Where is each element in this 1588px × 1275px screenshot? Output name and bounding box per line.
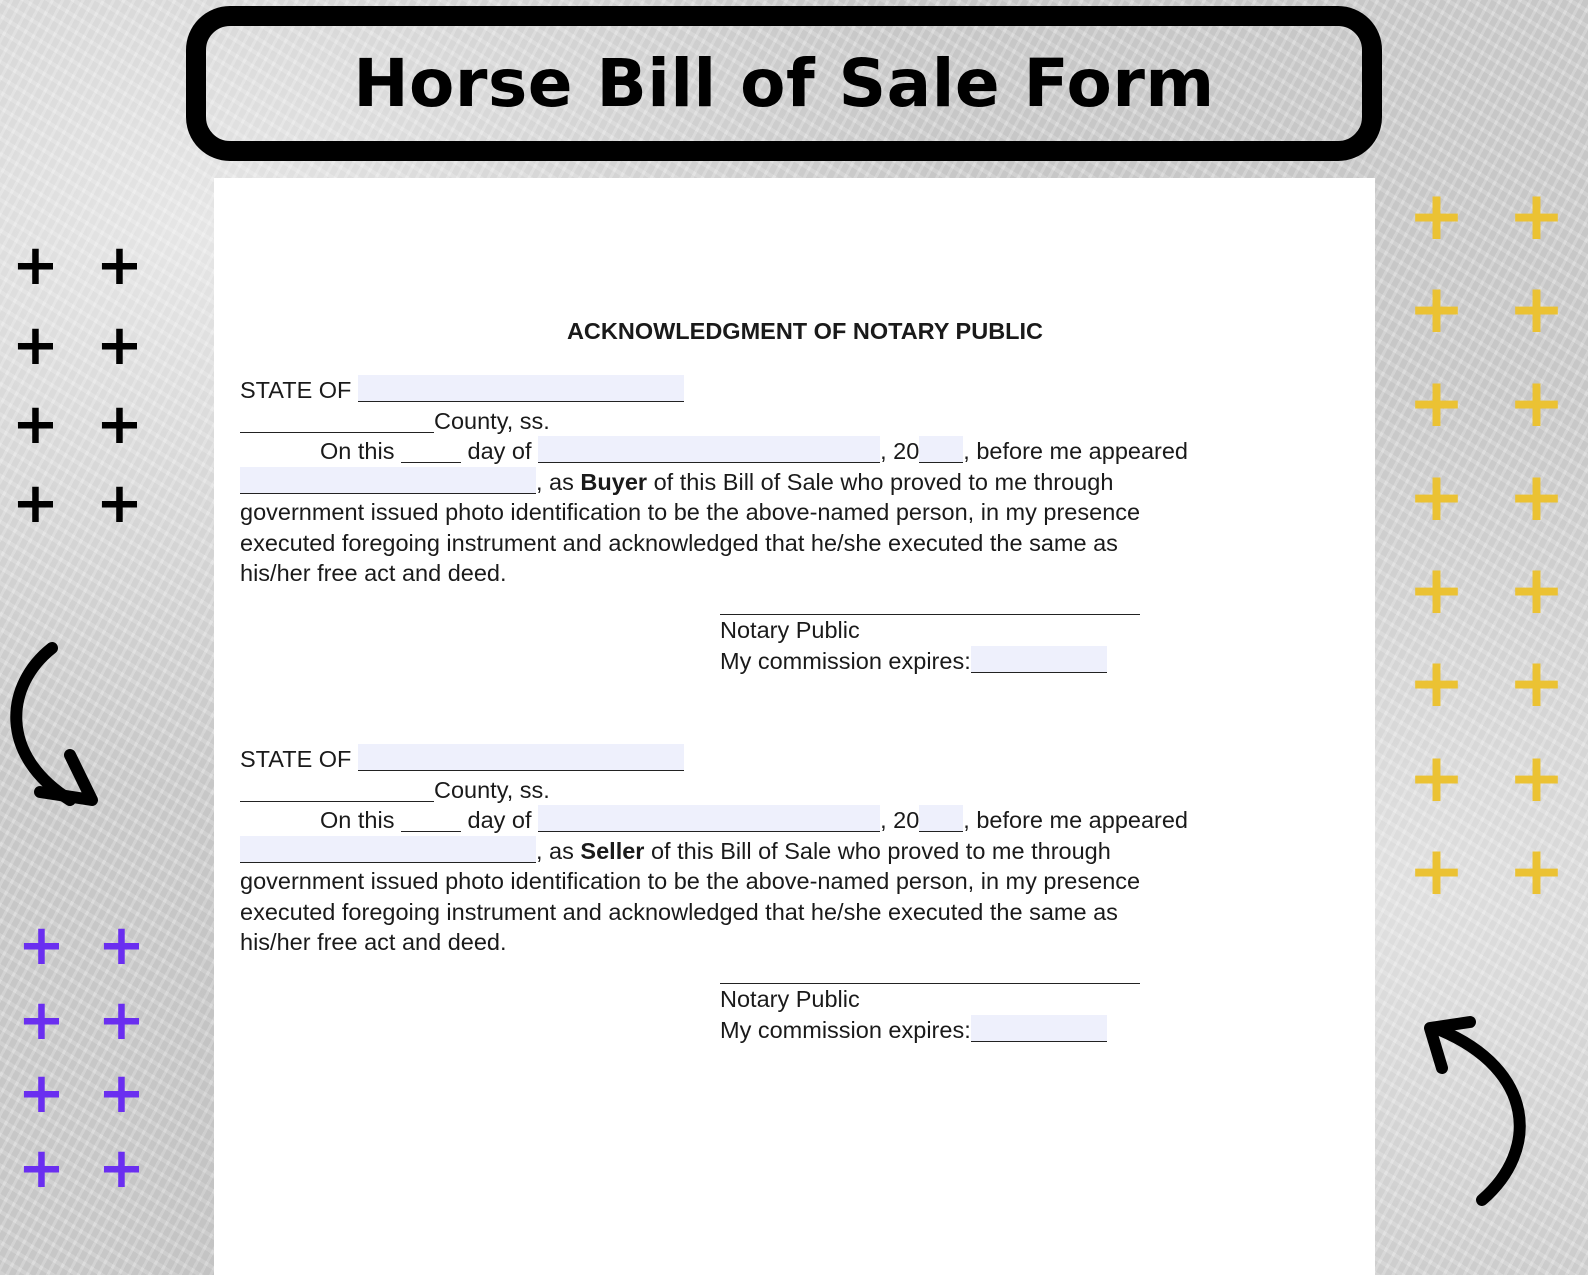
on-this-label: On this	[320, 807, 395, 833]
curved-arrow-left-icon	[0, 640, 110, 815]
month-field[interactable]	[538, 436, 880, 463]
plus-icon: +	[98, 1136, 145, 1201]
plus-icon: +	[1508, 270, 1565, 349]
notary-section-seller	[240, 744, 1350, 958]
notary-label: Notary Public	[720, 986, 860, 1012]
notary-signature-block	[720, 955, 1150, 1045]
day-field[interactable]	[401, 436, 461, 463]
month-field[interactable]	[538, 805, 880, 832]
county-label: County, ss.	[434, 407, 550, 434]
plus-icon: +	[18, 1136, 65, 1201]
plus-icon: +	[18, 988, 65, 1053]
notary-signature-block	[720, 586, 1150, 676]
body-line: government issued photo identification to be the above-named person, in my presence	[240, 868, 1141, 894]
plus-icon: +	[96, 392, 143, 457]
year-field[interactable]	[919, 436, 963, 463]
day-of-label: day of	[467, 807, 532, 833]
plus-icon: +	[1408, 364, 1465, 443]
plus-icon: +	[1508, 832, 1565, 911]
before-me-label: , before me appeared	[963, 438, 1188, 464]
plus-icon: +	[96, 471, 143, 536]
name-field[interactable]	[240, 467, 536, 494]
plus-icon: +	[1408, 644, 1465, 723]
document-heading: ACKNOWLEDGMENT OF NOTARY PUBLIC	[566, 318, 1044, 344]
plus-icon: +	[1408, 177, 1465, 256]
year-prefix: , 20	[880, 807, 920, 833]
role-suffix: of this Bill of Sale who proved to me through	[650, 837, 1111, 864]
role-label: Buyer	[580, 468, 648, 495]
plus-icon: +	[12, 392, 59, 457]
commission-field[interactable]	[971, 1015, 1107, 1042]
body-line: his/her free act and deed.	[240, 929, 507, 955]
state-field[interactable]	[358, 375, 684, 402]
document-page	[214, 178, 1375, 1275]
state-label: STATE OF	[240, 746, 352, 772]
day-field[interactable]	[401, 805, 461, 832]
county-field[interactable]	[240, 406, 434, 433]
body-line: executed foregoing instrument and acknowledged that he/she executed the same as	[240, 529, 1118, 556]
commission-field[interactable]	[971, 646, 1107, 673]
title-banner	[186, 6, 1382, 161]
county-label: County, ss.	[434, 776, 550, 803]
body-line: executed foregoing instrument and acknowledged that he/she executed the same as	[240, 898, 1118, 925]
plus-icon: +	[98, 913, 145, 978]
state-field[interactable]	[358, 744, 684, 771]
plus-icon: +	[98, 988, 145, 1053]
year-prefix: , 20	[880, 438, 920, 464]
plus-icon: +	[1508, 644, 1565, 723]
curved-arrow-right-icon	[1410, 1010, 1545, 1210]
plus-icon: +	[12, 313, 59, 378]
plus-icon: +	[1508, 739, 1565, 818]
as-label: , as	[536, 468, 574, 495]
state-label: STATE OF	[240, 377, 352, 403]
before-me-label: , before me appeared	[963, 807, 1188, 833]
plus-icon: +	[1408, 551, 1465, 630]
plus-icon: +	[1508, 551, 1565, 630]
role-label: Seller	[580, 837, 645, 864]
plus-icon: +	[1408, 270, 1465, 349]
commission-label: My commission expires:	[720, 647, 971, 674]
plus-icon: +	[1508, 177, 1565, 256]
county-field[interactable]	[240, 775, 434, 802]
plus-icon: +	[18, 913, 65, 978]
signature-line[interactable]	[720, 955, 1140, 984]
plus-icon: +	[98, 1061, 145, 1126]
plus-icon: +	[1408, 458, 1465, 537]
plus-icon: +	[1508, 458, 1565, 537]
signature-line[interactable]	[720, 586, 1140, 615]
plus-icon: +	[12, 471, 59, 536]
plus-icon: +	[18, 1061, 65, 1126]
commission-label: My commission expires:	[720, 1016, 971, 1043]
body-line: government issued photo identification to be the above-named person, in my presence	[240, 499, 1141, 525]
notary-section-buyer	[240, 375, 1350, 589]
day-of-label: day of	[467, 438, 532, 464]
page-title: Horse Bill of Sale Form	[353, 45, 1215, 122]
role-suffix: of this Bill of Sale who proved to me through	[653, 468, 1114, 495]
name-field[interactable]	[240, 836, 536, 863]
plus-icon: +	[96, 313, 143, 378]
body-line: his/her free act and deed.	[240, 560, 507, 586]
on-this-label: On this	[320, 438, 395, 464]
plus-icon: +	[1408, 739, 1465, 818]
plus-icon: +	[1408, 832, 1465, 911]
as-label: , as	[536, 837, 574, 864]
plus-icon: +	[12, 233, 59, 298]
plus-icon: +	[96, 233, 143, 298]
notary-label: Notary Public	[720, 617, 860, 643]
year-field[interactable]	[919, 805, 963, 832]
plus-icon: +	[1508, 364, 1565, 443]
